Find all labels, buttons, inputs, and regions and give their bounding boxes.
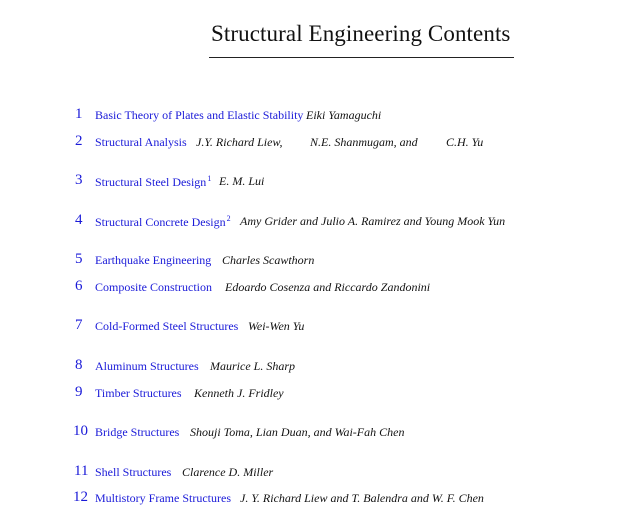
toc-entry-number: 11 [74,463,89,479]
toc-entry-author: Clarence D. Miller [182,465,274,479]
toc-entry-number: 3 [75,172,83,188]
toc-entry-number: 12 [73,489,88,505]
toc-entry-number: 4 [75,212,83,228]
toc-entry-number: 2 [75,133,83,149]
toc-entry-link[interactable] [95,174,211,190]
toc-entry-link[interactable]: Cold-Formed Steel Structures [95,319,239,333]
toc-entry-number: 10 [73,423,88,439]
toc-entry-number: 9 [75,384,83,400]
toc-entry-title-text: Structural Concrete Design [95,215,226,229]
toc-entry-number: 5 [75,251,83,267]
footnote-marker: 1 [207,174,212,183]
toc-entry-author: Wei-Wen Yu [248,319,305,333]
toc-entry-link[interactable]: Basic Theory of Plates and Elastic Stability [95,108,304,122]
toc-entry-author: Eiki Yamaguchi [306,108,382,122]
toc-entry-author: Kenneth J. Fridley [194,386,284,400]
toc-entry-number: 7 [75,317,83,333]
toc-entry-author: Edoardo Cosenza and Riccardo Zandonini [225,280,431,294]
footnote-marker: 2 [226,214,231,223]
toc-entry-link[interactable]: Shell Structures [95,465,172,479]
toc-entry-author: Maurice L. Sharp [210,359,295,373]
toc-entry-link[interactable] [95,214,231,230]
toc-entry-link[interactable]: Earthquake Engineering [95,253,212,267]
page-title: Structural Engineering Contents [211,21,511,46]
toc-entry-link[interactable]: Composite Construction [95,280,212,294]
toc-entry-author: E. M. Lui [219,174,265,188]
toc-entry-link[interactable]: Multistory Frame Structures [95,491,231,505]
toc-entry-link[interactable]: Bridge Structures [95,425,180,439]
toc-entry-link[interactable]: Aluminum Structures [95,359,199,373]
toc-entry-number: 8 [75,357,83,373]
toc-entry-title-text: Structural Steel Design [95,175,207,189]
toc-entry-link[interactable]: Structural Analysis [95,135,187,149]
toc-entry-author: J.Y. Richard Liew, [196,135,283,149]
toc-entry-author: N.E. Shanmugam, and [310,135,418,149]
toc-entry-author: Amy Grider and Julio A. Ramirez and Young Mook Yun [240,214,506,228]
title-underline [209,57,514,58]
toc-entry-author: Shouji Toma, Lian Duan, and Wai-Fah Chen [190,425,405,439]
toc-entry-author: Charles Scawthorn [222,253,315,267]
toc-entry-author: C.H. Yu [446,135,484,149]
toc-entry-author: J. Y. Richard Liew and T. Balendra and W. F. Chen [240,491,484,505]
toc-entry-link[interactable]: Timber Structures [95,386,182,400]
toc-entry-number: 1 [75,106,83,122]
toc-entry-number: 6 [75,278,83,294]
